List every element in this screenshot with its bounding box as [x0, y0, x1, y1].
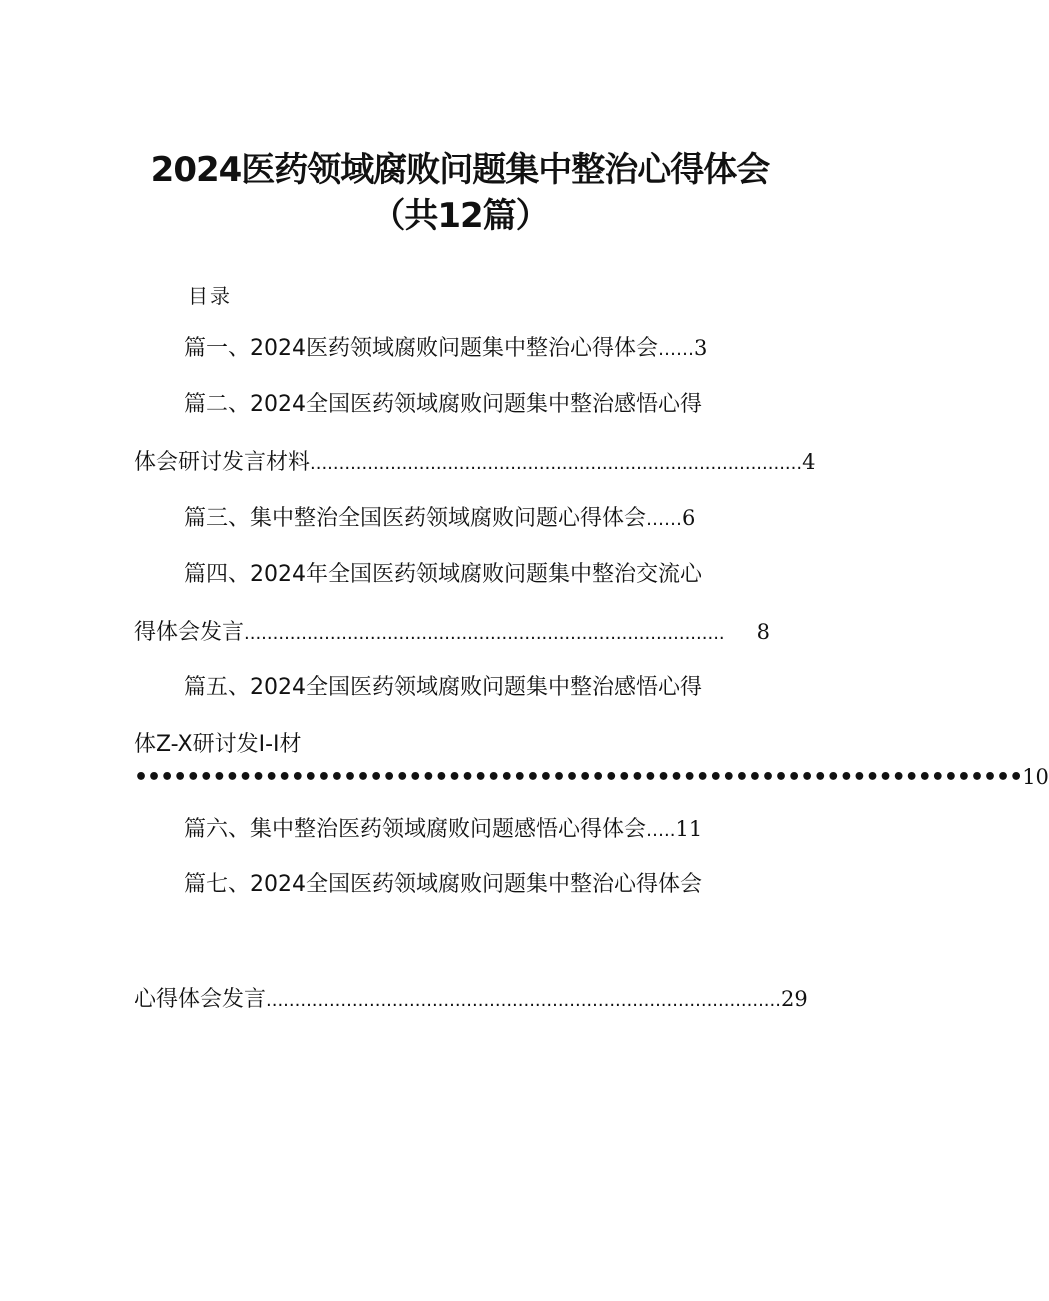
toc-entry-4-cont[interactable]: [134, 617, 770, 649]
toc-entry-5-cont[interactable]: [134, 730, 302, 760]
toc-entry-text: 心得体会发言: [134, 987, 267, 1012]
toc-entry-7-cont[interactable]: [134, 984, 808, 1016]
toc-entry-6[interactable]: [184, 814, 724, 846]
toc-entry-5[interactable]: [184, 673, 702, 703]
document-subtitle: （共12篇）: [371, 196, 549, 236]
toc-entry-2[interactable]: [184, 390, 702, 420]
toc-entry-1[interactable]: [184, 333, 718, 365]
toc-entry-leader: ......................................................................................: [310, 453, 803, 474]
toc-entry-text: 篇三、集中整治全国医药领域腐败问题心得体会: [184, 506, 647, 531]
toc-entry-text: 体Z-X研讨发I-I材: [134, 732, 302, 757]
toc-entry-4[interactable]: [184, 560, 702, 590]
toc-entry-page: 29: [780, 987, 808, 1011]
toc-entry-7[interactable]: [184, 870, 702, 900]
toc-entry-5-leader-line[interactable]: [134, 762, 1049, 793]
toc-entry-page: 4: [802, 450, 816, 474]
toc-entry-text: 得体会发言: [134, 620, 245, 645]
toc-entry-text: 篇四、2024年全国医药领域腐败问题集中整治交流心: [184, 562, 702, 587]
toc-entry-page: 10: [1022, 765, 1049, 789]
toc-entry-page: 11: [675, 817, 703, 841]
toc-entry-leader: ……: [646, 509, 683, 530]
toc-entry-text: 篇五、2024全国医药领域腐败问题集中整治感悟心得: [184, 675, 702, 700]
toc-entry-text: 篇六、集中整治医药领域腐败问题感悟心得体会: [184, 817, 647, 842]
toc-entry-text: 篇一、2024医药领域腐败问题集中整治心得体会: [184, 336, 658, 361]
toc-entry-page: 8: [756, 620, 770, 644]
toc-entry-leader: …..: [646, 820, 676, 841]
toc-entry-text: 体会研讨发言材料: [134, 450, 311, 475]
toc-entry-page: 6: [682, 506, 696, 530]
toc-entry-text: 篇七、2024全国医药领域腐败问题集中整治心得体会: [184, 872, 702, 897]
document-title: 2024医药领域腐败问题集中整治心得体会: [150, 150, 770, 190]
toc-entry-text: 篇二、2024全国医药领域腐败问题集中整治感悟心得: [184, 392, 702, 417]
toc-entry-leader: ....................................................................................: [244, 623, 725, 644]
toc-heading: 目录: [188, 284, 232, 308]
toc-entry-page: 3: [694, 336, 708, 360]
toc-entry-3[interactable]: [184, 503, 724, 535]
toc-entry-2-cont[interactable]: [134, 447, 816, 479]
toc-entry-leader: ••••••••••••••••••••••••••••••••••••••••••••••••••••••••••••••••••••: [134, 765, 1023, 790]
toc-entry-leader: ……: [658, 339, 694, 360]
toc-entry-leader: ..........................................................................................: [266, 990, 781, 1011]
